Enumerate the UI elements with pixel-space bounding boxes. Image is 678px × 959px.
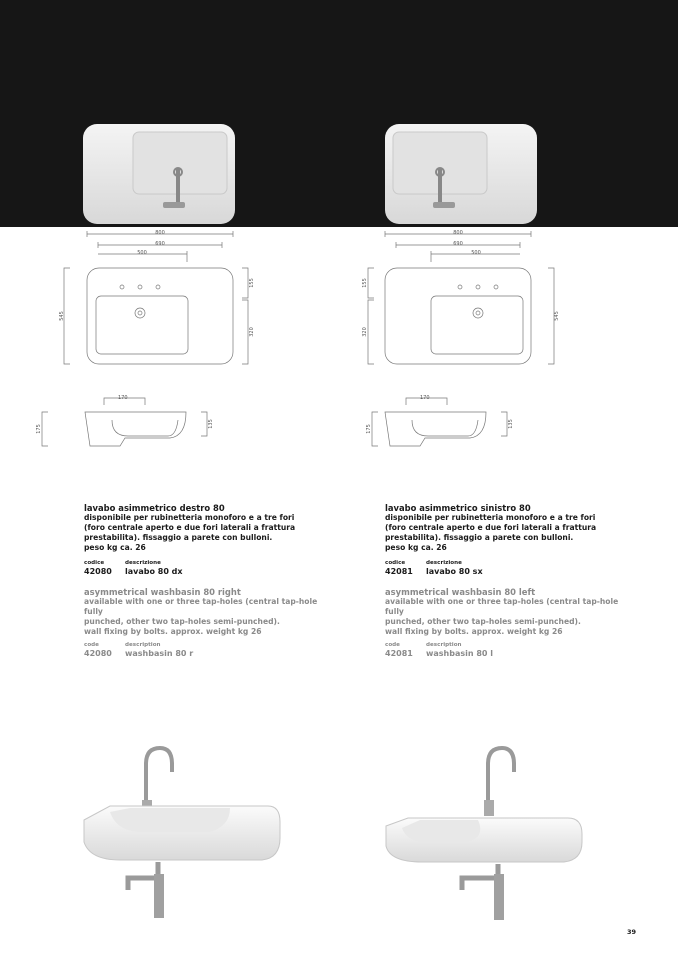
desc-line: disponibile per rubinetteria monoforo e a tre fori: [84, 513, 295, 522]
dim-height-side: 545: [554, 311, 560, 321]
description-label: descrizione: [426, 560, 462, 566]
desc-line: punched, other two tap-holes semi-punched).: [385, 617, 581, 626]
dim-width-inner: 690: [453, 241, 463, 247]
dim-bowl-depth: 320: [362, 327, 368, 337]
description-value: washbasin 80 l: [426, 649, 494, 658]
desc-line: peso kg ca. 26: [385, 543, 447, 552]
description-value: lavabo 80 dx: [125, 567, 183, 576]
dim-top-offset: 155: [249, 278, 255, 288]
product-title-it: lavabo asimmetrico sinistro 80: [385, 503, 531, 513]
product-photo-bottom-left-basin: [382, 742, 587, 922]
product-photo-bottom-right-basin: [80, 742, 285, 922]
product-title-en: asymmetrical washbasin 80 left: [385, 587, 536, 597]
code-value: 42081: [385, 649, 413, 658]
dim-profile-top: 170: [420, 395, 430, 401]
code-label: codice: [385, 560, 406, 566]
code-value: 42081: [385, 567, 413, 576]
code-value: 42080: [84, 567, 112, 576]
dim-height-side: 545: [59, 311, 65, 321]
code-row-it: [84, 560, 334, 577]
dim-width-total: 800: [453, 230, 463, 236]
desc-line: prestabilita). fissaggio a parete con bulloni.: [385, 533, 574, 542]
desc-line: punched, other two tap-holes semi-punched).: [84, 617, 280, 626]
dim-profile-top: 170: [118, 395, 128, 401]
dim-profile-left: 175: [366, 424, 372, 434]
description-label: description: [426, 642, 462, 648]
description-value: lavabo 80 sx: [426, 567, 483, 576]
code-label: code: [385, 642, 400, 648]
dim-width-total: 800: [155, 230, 165, 236]
desc-line: wall fixing by bolts. approx. weight kg 26: [84, 627, 262, 636]
dim-profile-left: 175: [36, 424, 42, 434]
dim-profile-right: 135: [208, 419, 214, 429]
desc-line: available with one or three tap-holes (central tap-hole fully: [84, 597, 318, 616]
desc-line: wall fixing by bolts. approx. weight kg 26: [385, 627, 563, 636]
code-row-it: [385, 560, 635, 577]
desc-line: peso kg ca. 26: [84, 543, 146, 552]
dim-width-inner: 690: [155, 241, 165, 247]
desc-line: (foro centrale aperto e due fori laterali a frattura: [84, 523, 296, 532]
dim-profile-right: 135: [508, 419, 514, 429]
desc-line: disponibile per rubinetteria monoforo e a tre fori: [385, 513, 596, 522]
code-row-en: [385, 642, 635, 659]
description-value: washbasin 80 r: [125, 649, 194, 658]
description-label: description: [125, 642, 161, 648]
page-number: 39: [627, 928, 637, 936]
dim-top-offset: 155: [362, 278, 368, 288]
dim-bowl: 500: [137, 250, 147, 256]
code-value: 42080: [84, 649, 112, 658]
product-info-left-basin: [385, 503, 635, 659]
description-label: descrizione: [125, 560, 161, 566]
desc-line: (foro centrale aperto e due fori laterali a frattura: [385, 523, 597, 532]
code-label: codice: [84, 560, 105, 566]
desc-line: available with one or three tap-holes (central tap-hole fully: [385, 597, 619, 616]
desc-line: prestabilita). fissaggio a parete con bulloni.: [84, 533, 273, 542]
code-row-en: [84, 642, 334, 659]
drawing-right-basin: [36, 230, 255, 446]
product-info-right-basin: [84, 503, 334, 659]
product-title-it: lavabo asimmetrico destro 80: [84, 503, 225, 513]
dim-bowl: 500: [471, 250, 481, 256]
product-title-en: asymmetrical washbasin 80 right: [84, 587, 241, 597]
code-label: code: [84, 642, 99, 648]
dim-bowl-depth: 320: [249, 327, 255, 337]
technical-drawings: [0, 0, 678, 460]
drawing-left-basin: [362, 230, 560, 446]
